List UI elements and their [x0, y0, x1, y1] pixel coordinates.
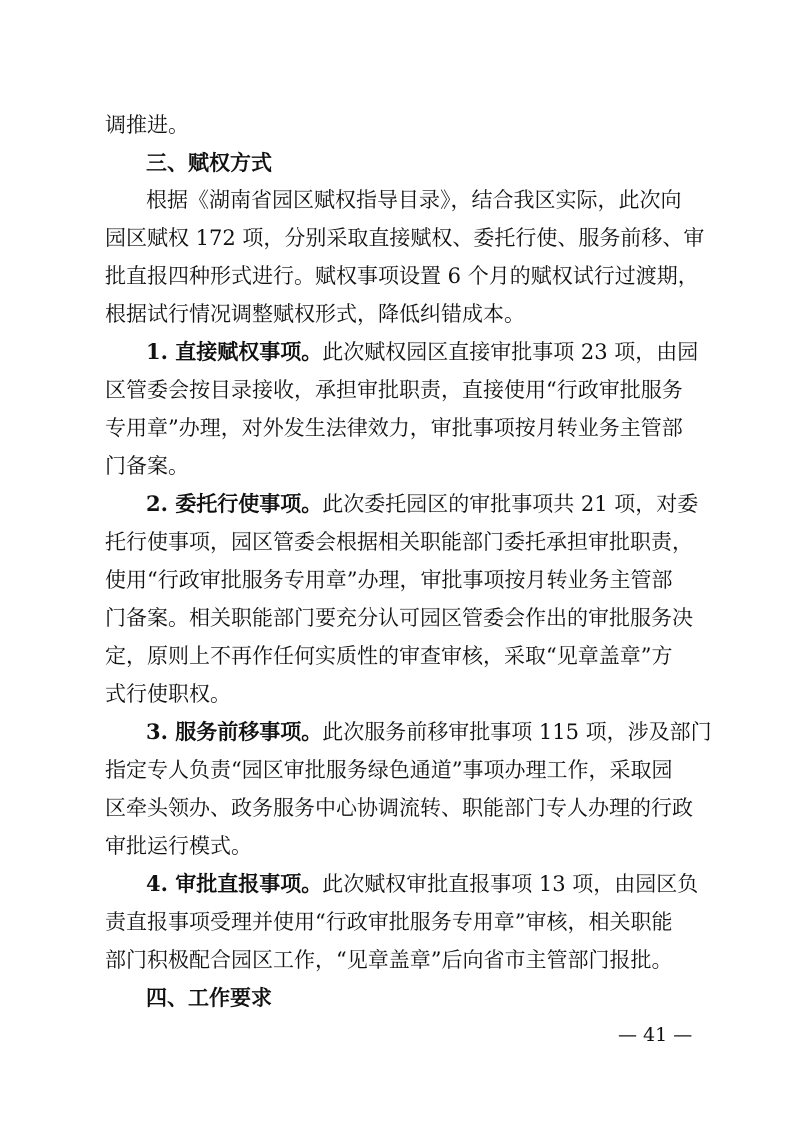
text-line: 审批运行模式。 — [105, 834, 252, 858]
text-line: 定，原则上不再作任何实质性的审查审核，采取“见章盖章”方 — [105, 644, 673, 668]
text-line: 区管委会按目录接收，承担审批职责，直接使用“行政审批服务 — [105, 378, 683, 402]
text-line: 使用“行政审批服务专用章”办理，审批事项按月转业务主管部 — [105, 568, 673, 592]
page-number: — 41 — — [618, 1024, 693, 1046]
subheading-direct-report: 4. 审批直报事项。 — [146, 871, 323, 896]
text-run: 此次赋权园区直接审批事项 23 项，由园 — [322, 340, 699, 364]
text-line: 门备案。 — [105, 454, 189, 478]
text-line: 式行使职权。 — [105, 682, 231, 706]
text-line: 调推进。 — [105, 113, 189, 137]
text-line: 园区赋权 172 项，分别采取直接赋权、委托行使、服务前移、审 — [105, 226, 705, 250]
text-line: 门备案。相关职能部门要充分认可园区管委会作出的审批服务决 — [105, 606, 693, 630]
text-line: 根据《湖南省园区赋权指导目录》，结合我区实际，此次向 — [146, 188, 682, 212]
text-line: 区牵头领办、政务服务中心协调流转、职能部门专人办理的行政 — [105, 796, 693, 820]
paragraph-2-first-line — [146, 487, 698, 521]
section-heading-3: 三、赋权方式 — [146, 151, 272, 175]
section-heading-4: 四、工作要求 — [146, 986, 272, 1010]
subheading-entrusted-exercise: 2. 委托行使事项。 — [146, 491, 323, 516]
text-line: 指定专人负责“园区审批服务绿色通道”事项办理工作，采取园 — [105, 758, 673, 782]
text-run: 此次服务前移审批事项 115 项，涉及部门 — [322, 720, 712, 744]
text-line: 责直报事项受理并使用“行政审批服务专用章”审核，相关职能 — [105, 910, 673, 934]
text-line: 根据试行情况调整赋权形式，降低纠错成本。 — [105, 302, 525, 326]
text-run: 此次赋权审批直报事项 13 项，由园区负 — [322, 872, 699, 896]
subheading-service-forward: 3. 服务前移事项。 — [146, 719, 323, 744]
text-line: 批直报四种形式进行。赋权事项设置 6 个月的赋权试行过渡期， — [105, 264, 699, 288]
paragraph-4-first-line — [146, 867, 698, 901]
subheading-direct-empowerment: 1. 直接赋权事项。 — [146, 339, 323, 364]
text-line: 专用章”办理，对外发生法律效力，审批事项按月转业务主管部 — [105, 416, 683, 440]
paragraph-1-first-line — [146, 335, 698, 369]
text-line: 托行使事项，园区管委会根据相关职能部门委托承担审批职责， — [105, 530, 693, 554]
text-run: 此次委托园区的审批事项共 21 项，对委 — [322, 492, 699, 516]
text-line: 部门积极配合园区工作，“见章盖章”后向省市主管部门报批。 — [105, 948, 673, 972]
paragraph-3-first-line — [146, 715, 712, 749]
